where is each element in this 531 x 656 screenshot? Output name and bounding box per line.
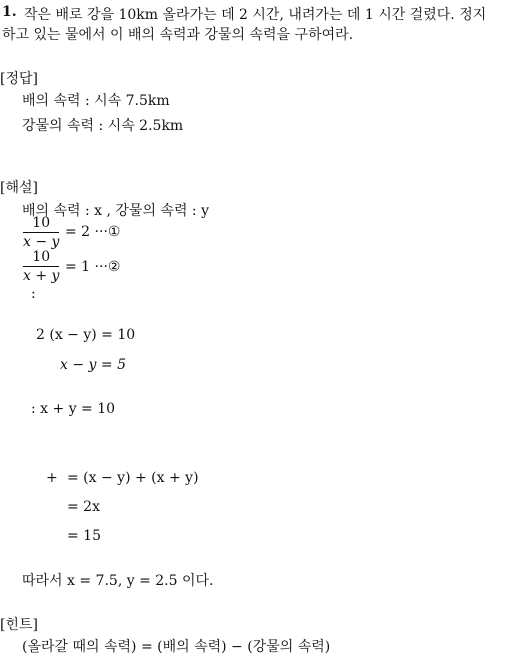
fraction-bar xyxy=(23,232,59,233)
plus-sign: + xyxy=(46,470,58,486)
hint-header: [힌트] xyxy=(0,617,38,633)
solution-conclusion: 따라서 x = 7.5, y = 2.5 이다. xyxy=(22,573,214,589)
fraction-bar xyxy=(23,266,59,267)
problem-text-line2: 하고 있는 물에서 이 배의 속력과 강물의 속력을 구하여라. xyxy=(2,27,354,43)
step-3: : x + y = 10 xyxy=(31,401,116,417)
equation-2-numerator: 10 xyxy=(32,249,51,265)
equation-2-fraction xyxy=(23,249,59,284)
answer-river-speed: 강물의 속력 : 시속 2.5km xyxy=(22,118,184,134)
sum-line-1: = (x − y) + (x + y) xyxy=(67,470,199,486)
equation-1-numerator: 10 xyxy=(32,215,51,231)
sum-line-3: = 15 xyxy=(67,528,101,544)
step-2: x − y = 5 xyxy=(60,357,126,373)
answer-boat-speed: 배의 속력 : 시속 7.5km xyxy=(22,93,170,109)
equation-1-rhs: = 2 ···① xyxy=(65,224,121,240)
solution-setup: 배의 속력 : x , 강물의 속력 : y xyxy=(22,203,210,219)
step-1: 2 (x − y) = 10 xyxy=(36,327,136,343)
hint-text: (올라갈 때의 속력) = (배의 속력) − (강물의 속력) xyxy=(22,639,331,655)
equation-2-rhs: = 1 ···② xyxy=(65,259,121,275)
problem-text-line1: 작은 배로 강을 10km 올라가는 데 2 시간, 내려가는 데 1 시간 걸렸다. 정지 xyxy=(24,7,487,23)
equation-2-denominator: x + y xyxy=(23,268,60,284)
colon-line: : xyxy=(31,286,36,302)
solution-header: [해설] xyxy=(0,180,38,196)
answer-header: [정답] xyxy=(0,71,38,87)
problem-number: 1. xyxy=(2,4,17,20)
sum-line-2: = 2x xyxy=(67,499,100,515)
equation-1-fraction xyxy=(23,215,59,250)
equation-1-denominator: x − y xyxy=(23,234,60,250)
